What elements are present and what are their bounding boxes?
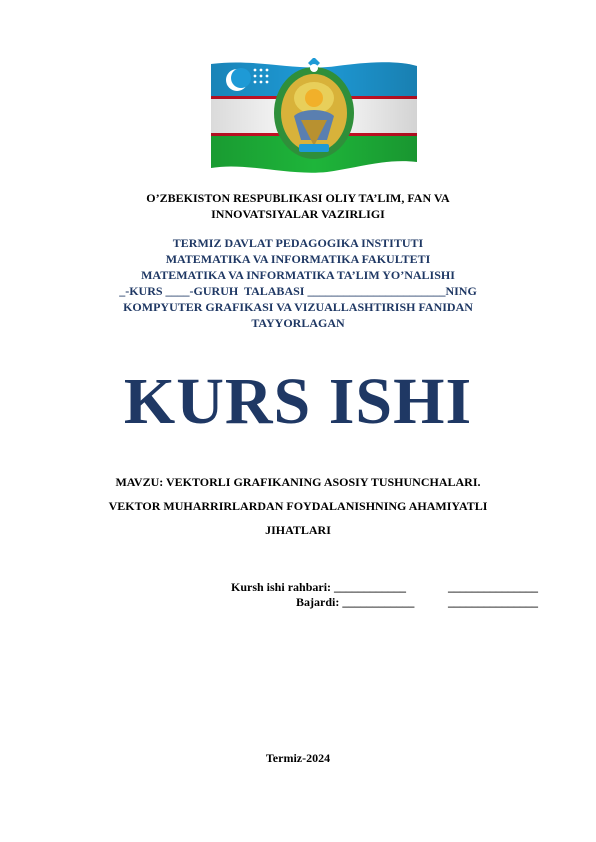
ministry-line-2: INNOVATSIYALAR VAZIRLIGI <box>211 207 385 221</box>
document-title: KURS ISHI <box>123 365 473 438</box>
institute-line-6: TAYYORLAGAN <box>251 316 345 330</box>
institute-heading <box>0 235 596 331</box>
topic-line-1: MAVZU: VEKTORLI GRAFIKANING ASOSIY TUSHUNCHALARI. <box>115 475 481 489</box>
institute-line-5: KOMPYUTER GRAFIKASI VA VIZUALLASHTIRISH FANIDAN <box>123 300 473 314</box>
institute-line-1: TERMIZ DAVLAT PEDAGOGIKA INSTITUTI <box>172 236 424 250</box>
author-name-blank: _______________ <box>448 595 538 609</box>
uzbekistan-flag-emblem-image <box>207 58 421 176</box>
topic-block <box>0 470 596 542</box>
topic-line-3: JIHATLARI <box>265 523 331 537</box>
supervisor-signature-field: Kursh ishi rahbari: ____________ <box>231 580 407 594</box>
institute-line-4: _-KURS ____-GURUH TALABASI _______________________NING <box>119 284 477 298</box>
author-signature-field: Bajardi: ____________ <box>296 595 415 609</box>
ministry-heading <box>0 190 596 222</box>
ministry-line-1: O’ZBEKISTON RESPUBLIKASI OLIY TA’LIM, FAN VA <box>146 191 450 205</box>
institute-line-2: MATEMATIKA VA INFORMATIKA FAKULTETI <box>165 252 431 266</box>
supervisor-name-blank: _______________ <box>448 580 538 594</box>
place-year: Termiz-2024 <box>265 751 331 765</box>
topic-line-2: VEKTOR MUHARRIRLARDAN FOYDALANISHNING AHAMIYATLI <box>108 499 488 513</box>
institute-line-3: MATEMATIKA VA INFORMATIKA TA’LIM YO’NALISHI <box>141 268 455 282</box>
